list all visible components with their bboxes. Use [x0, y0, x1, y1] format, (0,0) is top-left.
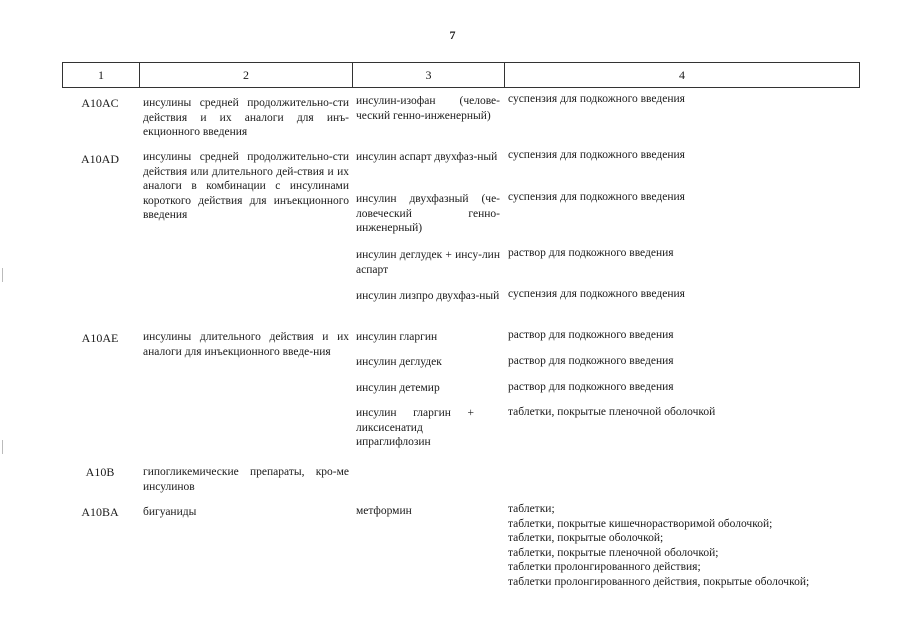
dosage-form: [508, 354, 858, 369]
header-cell-3: 3: [352, 63, 504, 87]
group-description: инсулины средней продолжительно-сти действия или длительного дей-ствия и их аналоги в комбинации с инсулинами короткого действия для инъекционного введения: [143, 151, 349, 221]
dosage-form-line: таблетки, покрытые пленочной оболочкой;: [508, 546, 719, 559]
drug-name: инсулин гларгин + ликсисенатид ипраглифлозин: [356, 407, 474, 448]
atc-code: A10AC: [81, 96, 119, 110]
atc-code: A10BA: [81, 505, 119, 519]
drug-name: инсулин-изофан (челове-ческий генно-инженерный): [356, 95, 500, 122]
dosage-form: [508, 328, 858, 343]
table-header-row: [62, 62, 860, 88]
dosage-form-line: таблетки, покрытые пленочной оболочкой: [508, 406, 716, 418]
dosage-form-line: раствор для подкожного введения: [508, 381, 674, 393]
dosage-form-line: суспензия для подкожного введения: [508, 191, 685, 203]
dosage-form-line: таблетки пролонгированного действия, покрытые оболочкой;: [508, 575, 810, 588]
dosage-form: [508, 92, 858, 107]
header-cell-2: 2: [139, 63, 352, 87]
scan-margin-mark: [2, 268, 3, 282]
drug-name: инсулин аспарт двухфаз-ный: [356, 151, 498, 163]
dosage-form: [508, 148, 858, 163]
dosage-form-list: [508, 502, 858, 589]
dosage-form: [508, 380, 858, 395]
atc-code: A10AD: [81, 152, 119, 166]
dosage-form-line: таблетки, покрытые оболочкой;: [508, 532, 664, 544]
scan-margin-mark: [2, 440, 3, 454]
atc-code: A10B: [85, 465, 115, 479]
drug-name: инсулин гларгин: [356, 331, 438, 343]
dosage-form: [508, 287, 858, 302]
group-description: инсулины средней продолжительно-сти действия и их аналоги для инъ-екционного введения: [143, 97, 349, 138]
drug-name: инсулин лизпро двухфаз-ный: [356, 290, 500, 302]
group-description: инсулины длительного действия и их аналоги для инъекционного введе-ния: [143, 331, 349, 358]
dosage-form-line: суспензия для подкожного введения: [508, 149, 685, 161]
drug-name: инсулин деглудек: [356, 356, 442, 368]
group-description: гипогликемические препараты, кро-ме инсулинов: [143, 466, 349, 493]
dosage-form: [508, 405, 858, 420]
dosage-form: [508, 246, 858, 261]
drug-name: инсулин деглудек + инсу-лин аспарт: [356, 249, 500, 276]
drug-name: инсулин двухфазный (че-ловеческий генно-инженерный): [356, 193, 500, 234]
atc-code: A10AE: [81, 331, 119, 345]
header-cell-1: 1: [62, 63, 139, 87]
dosage-form-line: суспензия для подкожного введения: [508, 93, 685, 105]
dosage-form-line: суспензия для подкожного введения: [508, 288, 685, 300]
dosage-form: [508, 190, 858, 205]
dosage-form-line: раствор для подкожного введения: [508, 329, 674, 341]
dosage-form-line: таблетки пролонгированного действия;: [508, 561, 701, 573]
group-description: бигуаниды: [143, 506, 197, 518]
header-cell-4: 4: [504, 63, 860, 87]
dosage-form-line: раствор для подкожного введения: [508, 247, 674, 259]
dosage-form-line: раствор для подкожного введения: [508, 355, 674, 367]
page-number: 7: [449, 28, 456, 42]
dosage-form-line: таблетки;: [508, 503, 555, 515]
drug-name: метформин: [356, 505, 412, 517]
dosage-form-line: таблетки, покрытые кишечнорастворимой оболочкой;: [508, 517, 773, 530]
drug-name: инсулин детемир: [356, 382, 440, 394]
